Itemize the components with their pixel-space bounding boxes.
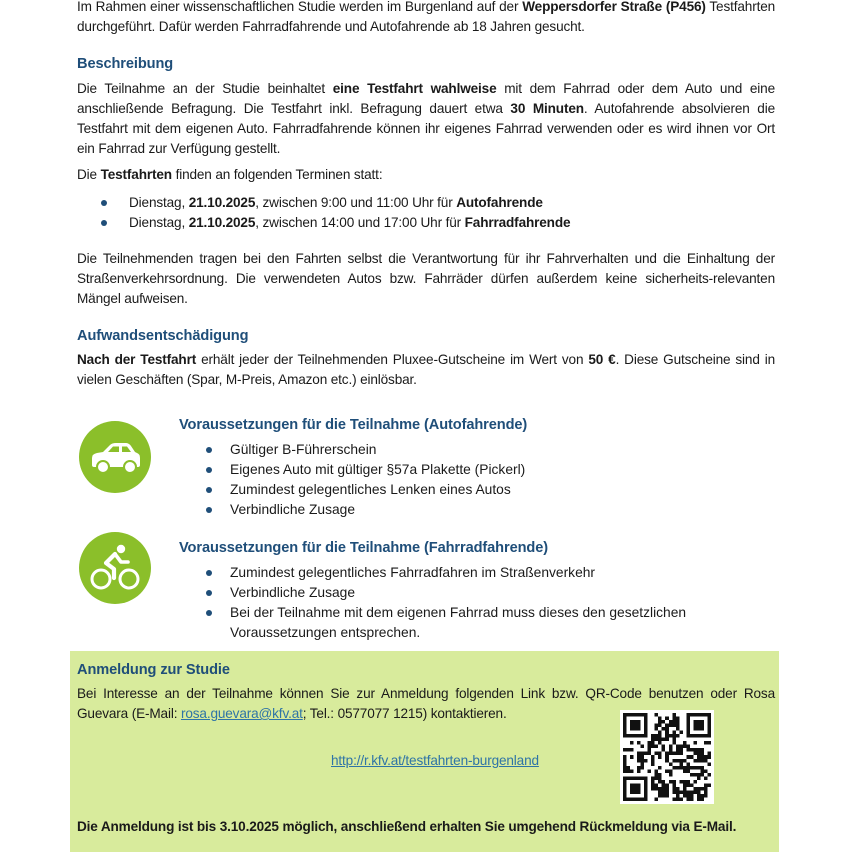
qr-module bbox=[662, 720, 666, 724]
qr-module bbox=[665, 752, 669, 756]
qr-module bbox=[683, 741, 687, 745]
qr-module bbox=[704, 759, 708, 763]
qr-module bbox=[686, 794, 690, 798]
date-item: Dienstag, 21.10.2025, zwischen 9:00 und 11:00 Uhr für Autofahrende bbox=[77, 193, 775, 213]
qr-module bbox=[623, 759, 627, 763]
qr-module bbox=[683, 783, 687, 787]
qr-module bbox=[704, 790, 708, 794]
voucher-amount: 50 € bbox=[588, 352, 616, 367]
qr-module bbox=[651, 776, 655, 780]
qr-module bbox=[655, 724, 659, 728]
qr-module bbox=[693, 766, 697, 770]
qr-module bbox=[662, 727, 666, 731]
qr-module bbox=[697, 787, 701, 791]
qr-module bbox=[676, 759, 680, 763]
qr-module bbox=[700, 797, 704, 801]
qr-module bbox=[623, 769, 627, 773]
qr-module bbox=[655, 752, 659, 756]
qr-module bbox=[655, 787, 659, 791]
bullet-icon bbox=[206, 610, 212, 616]
qr-module bbox=[679, 780, 683, 784]
qr-module bbox=[690, 797, 694, 801]
qr-module bbox=[679, 759, 683, 763]
qr-module bbox=[707, 755, 711, 759]
qr-module bbox=[700, 766, 704, 770]
qr-module bbox=[630, 769, 634, 773]
qr-module bbox=[672, 734, 676, 738]
qr-module bbox=[700, 748, 704, 752]
qr-module bbox=[669, 748, 673, 752]
qr-module bbox=[651, 755, 655, 759]
qr-module bbox=[641, 762, 645, 766]
qr-module bbox=[679, 797, 683, 801]
qr-module bbox=[686, 766, 690, 770]
qr-module bbox=[637, 752, 641, 756]
qr-module bbox=[658, 724, 662, 728]
qr-module bbox=[672, 713, 676, 717]
email-link[interactable]: rosa.guevara@kfv.at bbox=[180, 706, 303, 721]
qr-module bbox=[658, 787, 662, 791]
qr-module bbox=[676, 720, 680, 724]
location-name: Weppersdorfer Straße (P456) bbox=[522, 0, 706, 14]
qr-module bbox=[623, 755, 627, 759]
qr-module bbox=[704, 794, 708, 798]
heading-aufwandsentschaedigung: Aufwandsentschädigung bbox=[77, 328, 249, 344]
qr-module bbox=[679, 762, 683, 766]
bullet-icon bbox=[206, 447, 212, 453]
qr-module bbox=[679, 766, 683, 770]
qr-module bbox=[655, 713, 659, 717]
qr-module bbox=[697, 752, 701, 756]
qr-module bbox=[690, 783, 694, 787]
qr-module bbox=[693, 787, 697, 791]
qr-module bbox=[683, 790, 687, 794]
qr-module bbox=[655, 769, 659, 773]
qr-module bbox=[672, 797, 676, 801]
qr-module bbox=[651, 734, 655, 738]
qr-module bbox=[665, 759, 669, 763]
qr-module bbox=[665, 794, 669, 798]
qr-module bbox=[700, 794, 704, 798]
qr-module bbox=[623, 748, 627, 752]
qr-module bbox=[700, 773, 704, 777]
qr-module bbox=[683, 745, 687, 749]
qr-module bbox=[630, 748, 634, 752]
qr-module bbox=[651, 783, 655, 787]
qr-module bbox=[697, 776, 701, 780]
qr-module bbox=[651, 780, 655, 784]
qr-module bbox=[672, 738, 676, 742]
qr-module bbox=[665, 783, 669, 787]
qr-module bbox=[686, 769, 690, 773]
qr-module bbox=[704, 776, 708, 780]
qr-module bbox=[679, 748, 683, 752]
qr-module bbox=[644, 759, 648, 763]
qr-module bbox=[704, 741, 708, 745]
heading-beschreibung: Beschreibung bbox=[77, 56, 174, 72]
qr-module bbox=[655, 773, 659, 777]
bullet-icon bbox=[206, 507, 212, 513]
requirements-bike bbox=[77, 535, 775, 645]
qr-module bbox=[676, 748, 680, 752]
qr-module bbox=[648, 769, 652, 773]
qr-module bbox=[704, 787, 708, 791]
qr-module bbox=[700, 752, 704, 756]
qr-module bbox=[641, 745, 645, 749]
qr-module bbox=[651, 787, 655, 791]
qr-module bbox=[697, 759, 701, 763]
qr-module bbox=[627, 766, 631, 770]
list-item: Verbindliche Zusage bbox=[179, 583, 686, 603]
qr-module bbox=[655, 727, 659, 731]
qr-module bbox=[686, 797, 690, 801]
qr-module bbox=[690, 790, 694, 794]
qr-module bbox=[623, 766, 627, 770]
qr-module bbox=[679, 731, 683, 735]
qr-module bbox=[655, 738, 659, 742]
dates-intro: Die Testfahrten finden an folgenden Terminen statt: bbox=[77, 167, 383, 182]
qr-module bbox=[644, 752, 648, 756]
qr-module bbox=[676, 790, 680, 794]
qr-module bbox=[658, 766, 662, 770]
qr-module bbox=[672, 717, 676, 721]
qr-module bbox=[693, 741, 697, 745]
intro-paragraph: Im Rahmen einer wissenschaftlichen Studie werden im Burgenland auf der Weppersdorfer Straße (P456) Testfahrten durchgeführt. Dafür werden Fahrradfahrende und Autofahrende ab 18 Jahren gesucht. bbox=[77, 0, 776, 34]
qr-module bbox=[690, 773, 694, 777]
qr-module bbox=[662, 787, 666, 791]
qr-module bbox=[662, 748, 666, 752]
qr-module bbox=[655, 776, 659, 780]
qr-module bbox=[676, 745, 680, 749]
qr-module bbox=[693, 720, 704, 731]
qr-module bbox=[686, 755, 690, 759]
qr-module bbox=[669, 780, 673, 784]
duration: 30 Minuten bbox=[510, 101, 584, 116]
qr-module bbox=[669, 752, 673, 756]
qr-module bbox=[641, 752, 645, 756]
qr-module bbox=[658, 752, 662, 756]
qr-module bbox=[669, 773, 673, 777]
qr-module bbox=[672, 752, 676, 756]
qr-module bbox=[630, 755, 634, 759]
qr-module bbox=[665, 734, 669, 738]
qr-module bbox=[683, 766, 687, 770]
bullet-icon bbox=[206, 487, 212, 493]
bullet-icon bbox=[206, 467, 212, 473]
qr-module bbox=[686, 780, 690, 784]
qr-module bbox=[700, 769, 704, 773]
qr-module bbox=[672, 790, 676, 794]
qr-module bbox=[623, 762, 627, 766]
qr-module bbox=[651, 762, 655, 766]
qr-module bbox=[672, 724, 676, 728]
qr-module bbox=[693, 759, 697, 763]
qr-module bbox=[686, 783, 690, 787]
qr-module bbox=[676, 724, 680, 728]
qr-module bbox=[707, 762, 711, 766]
qr-module bbox=[658, 717, 662, 721]
qr-module bbox=[662, 780, 666, 784]
qr-module bbox=[707, 783, 711, 787]
qr-module bbox=[658, 731, 662, 735]
qr-module bbox=[672, 759, 676, 763]
date-item: Dienstag, 21.10.2025, zwischen 14:00 und 17:00 Uhr für Fahrradfahrende bbox=[77, 213, 775, 233]
qr-module bbox=[665, 717, 669, 721]
qr-module bbox=[679, 745, 683, 749]
qr-module bbox=[651, 741, 655, 745]
bicycle-icon bbox=[79, 532, 151, 604]
list-item: Gültiger B-Führerschein bbox=[179, 440, 525, 460]
bullet-icon bbox=[101, 200, 107, 206]
qr-module bbox=[672, 780, 676, 784]
qr-module bbox=[704, 769, 708, 773]
qr-module bbox=[637, 769, 641, 773]
qr-module bbox=[704, 755, 708, 759]
qr-module bbox=[669, 720, 673, 724]
qr-module bbox=[704, 783, 708, 787]
qr-module bbox=[637, 741, 641, 745]
registration-paragraph: Bei Interesse an der Teilnahme können Sie zur Anmeldung folgenden Link bzw. QR-Code benutzen oder Rosa Guevara (E-Mail: rosa.guevara@kfv.at; Tel.: 0577077 1215) kontaktieren. bbox=[77, 686, 775, 721]
qr-module bbox=[707, 773, 711, 777]
qr-module bbox=[697, 797, 701, 801]
qr-module bbox=[648, 752, 652, 756]
qr-module bbox=[648, 745, 652, 749]
qr-module bbox=[683, 787, 687, 791]
registration-link-row bbox=[331, 751, 539, 771]
qr-module bbox=[683, 780, 687, 784]
qr-module bbox=[665, 790, 669, 794]
qr-module bbox=[676, 797, 680, 801]
qr-module bbox=[669, 724, 673, 728]
qr-module bbox=[690, 794, 694, 798]
qr-module bbox=[679, 790, 683, 794]
dates-list bbox=[77, 193, 775, 233]
bullet-icon bbox=[206, 590, 212, 596]
qr-module bbox=[707, 752, 711, 756]
qr-module bbox=[658, 741, 662, 745]
qr-module bbox=[665, 731, 669, 735]
bullet-icon bbox=[101, 220, 107, 226]
qr-module bbox=[700, 755, 704, 759]
qr-module bbox=[669, 745, 673, 749]
qr-module bbox=[641, 755, 645, 759]
qr-module bbox=[697, 790, 701, 794]
heading-anmeldung: Anmeldung zur Studie bbox=[77, 662, 230, 678]
qr-module bbox=[683, 794, 687, 798]
qr-module bbox=[641, 766, 645, 770]
qr-module bbox=[655, 797, 659, 801]
qr-module bbox=[672, 731, 676, 735]
requirements-bike-title: Voraussetzungen für die Teilnahme (Fahrradfahrende) bbox=[179, 540, 548, 556]
qr-module bbox=[693, 748, 697, 752]
qr-module bbox=[658, 738, 662, 742]
qr-module bbox=[690, 766, 694, 770]
qr-module bbox=[655, 734, 659, 738]
requirements-bike-list bbox=[179, 563, 686, 643]
qr-module bbox=[672, 720, 676, 724]
qr-module bbox=[707, 741, 711, 745]
list-item: Zumindest gelegentliches Lenken eines Autos bbox=[179, 480, 525, 500]
qr-module bbox=[690, 755, 694, 759]
qr-module bbox=[690, 748, 694, 752]
list-item: Zumindest gelegentliches Fahrradfahren im Straßenverkehr bbox=[179, 563, 686, 583]
list-item: Verbindliche Zusage bbox=[179, 500, 525, 520]
qr-module bbox=[658, 734, 662, 738]
qr-module bbox=[658, 776, 662, 780]
qr-module bbox=[676, 734, 680, 738]
qr-module bbox=[655, 745, 659, 749]
qr-module bbox=[658, 720, 662, 724]
qr-module bbox=[662, 745, 666, 749]
list-item: Eigenes Auto mit gültiger §57a Plakette (Pickerl) bbox=[179, 460, 525, 480]
qr-module bbox=[630, 720, 641, 731]
qr-module bbox=[672, 783, 676, 787]
qr-module bbox=[669, 734, 673, 738]
qr-module bbox=[697, 755, 701, 759]
qr-module bbox=[665, 738, 669, 742]
qr-module bbox=[641, 759, 645, 763]
qr-module bbox=[630, 783, 641, 794]
registration-link[interactable]: http://r.kfv.at/testfahrten-burgenland bbox=[331, 753, 539, 768]
registration-deadline: Die Anmeldung ist bis 3.10.2025 möglich, anschließend erhalten Sie umgehend Rückmeldung via E-Mail. bbox=[77, 819, 737, 834]
qr-module bbox=[676, 752, 680, 756]
list-item: Voraussetzungen entsprechen. bbox=[230, 625, 421, 640]
qr-module bbox=[627, 769, 631, 773]
qr-module bbox=[665, 727, 669, 731]
qr-module bbox=[686, 745, 690, 749]
qr-module bbox=[700, 759, 704, 763]
qr-module bbox=[665, 755, 669, 759]
compensation-paragraph: Nach der Testfahrt erhält jeder der Teilnehmenden Pluxee-Gutscheine im Wert von 50 €. Diese Gutscheine sind in vielen Geschäften (Spar, M-Preis, Amazon etc.) einlösbar. bbox=[77, 352, 776, 387]
qr-module bbox=[658, 794, 662, 798]
qr-module bbox=[676, 766, 680, 770]
qr-module bbox=[662, 794, 666, 798]
description-paragraph: Die Teilnahme an der Studie beinhaltet eine Testfahrt wahlweise mit dem Fahrrad oder dem Auto und eine anschließende Befragung. Die Testfahrt inkl. Befragung dauert etwa 30 Minuten. Autofahrende absolvieren die Testfahrt mit dem eigenen Auto. Fahrradfahrende können ihr eigenes Fahrrad verwenden oder es wird ihnen vor Ort ein Fahrrad zur Verfügung gestellt. bbox=[77, 81, 775, 156]
qr-module bbox=[665, 787, 669, 791]
list-item: Bei der Teilnahme mit dem eigenen Fahrrad muss dieses den gesetzlichen bbox=[179, 603, 686, 623]
qr-module bbox=[648, 741, 652, 745]
qr-module bbox=[693, 790, 697, 794]
qr-code-icon[interactable] bbox=[620, 710, 714, 804]
qr-module bbox=[693, 773, 697, 777]
qr-module bbox=[658, 755, 662, 759]
qr-module bbox=[637, 766, 641, 770]
qr-module bbox=[662, 783, 666, 787]
qr-module bbox=[669, 769, 673, 773]
qr-module bbox=[658, 780, 662, 784]
requirements-car-title: Voraussetzungen für die Teilnahme (Autofahrende) bbox=[179, 417, 528, 433]
qr-module bbox=[676, 727, 680, 731]
qr-module bbox=[686, 762, 690, 766]
qr-module bbox=[637, 759, 641, 763]
qr-module bbox=[686, 748, 690, 752]
qr-module bbox=[662, 790, 666, 794]
qr-module bbox=[662, 738, 666, 742]
qr-module bbox=[697, 773, 701, 777]
qr-module bbox=[630, 741, 634, 745]
bullet-icon bbox=[206, 570, 212, 576]
qr-module bbox=[648, 748, 652, 752]
qr-module bbox=[672, 787, 676, 791]
qr-module bbox=[697, 766, 701, 770]
requirements-car-list bbox=[179, 440, 525, 520]
qr-module bbox=[665, 724, 669, 728]
qr-module bbox=[669, 762, 673, 766]
qr-module bbox=[658, 790, 662, 794]
qr-module bbox=[676, 787, 680, 791]
requirements-car bbox=[77, 412, 775, 524]
qr-module bbox=[697, 748, 701, 752]
qr-module bbox=[693, 752, 697, 756]
qr-module bbox=[686, 790, 690, 794]
qr-module bbox=[697, 794, 701, 798]
qr-module bbox=[651, 745, 655, 749]
qr-module bbox=[658, 773, 662, 777]
qr-module bbox=[672, 741, 676, 745]
qr-module bbox=[676, 794, 680, 798]
qr-module bbox=[683, 769, 687, 773]
qr-module bbox=[655, 783, 659, 787]
qr-module bbox=[627, 748, 631, 752]
qr-module bbox=[683, 759, 687, 763]
car-icon bbox=[79, 421, 151, 493]
qr-module bbox=[700, 787, 704, 791]
qr-module bbox=[651, 759, 655, 763]
qr-module bbox=[693, 780, 697, 784]
responsibility-paragraph: Die Teilnehmenden tragen bei den Fahrten selbst die Verantwortung für ihr Fahrverhalten und die Einhaltung der Straßenverkehrsordnung. Die verwendeten Autos bzw. Fahrräder dürfen außerdem keine sicherheits-relevanten Mängel aufweisen. bbox=[77, 251, 775, 306]
qr-module bbox=[651, 738, 655, 742]
qr-module bbox=[672, 766, 676, 770]
qr-module bbox=[679, 752, 683, 756]
qr-module bbox=[665, 769, 669, 773]
qr-module bbox=[637, 755, 641, 759]
qr-module bbox=[676, 717, 680, 721]
